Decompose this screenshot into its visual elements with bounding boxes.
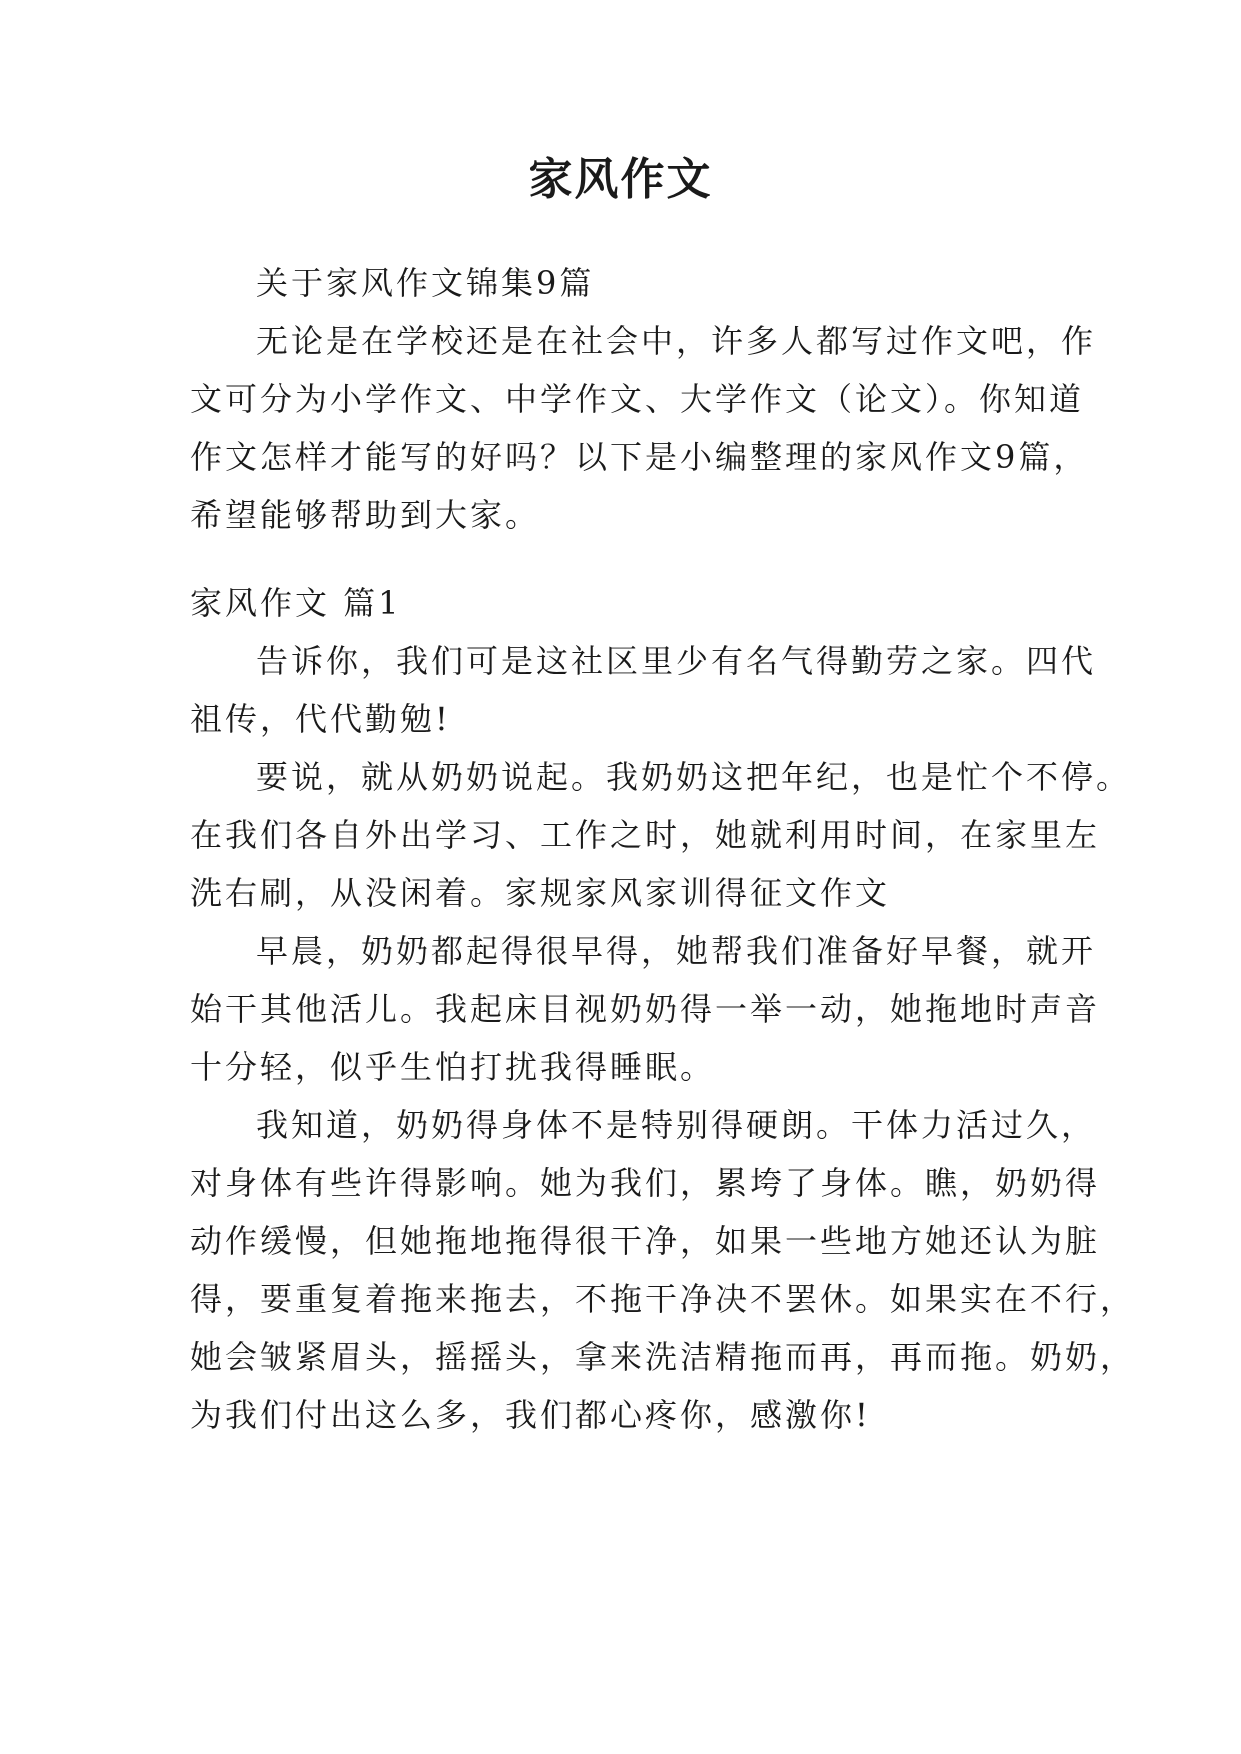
paragraph-line: 始干其他活儿。我起床目视奶奶得一举一动，她拖地时声音 <box>190 990 1101 1028</box>
section-1 <box>190 574 1136 1444</box>
intro-section <box>190 254 1097 544</box>
paragraph-line: 要说，就从奶奶说起。我奶奶这把年纪，也是忙个不停。 <box>256 758 1132 796</box>
paragraph-4 <box>190 1096 1136 1444</box>
paragraph-line: 她会皱紧眉头，摇摇头，拿来洗洁精拖而再，再而拖。奶奶， <box>190 1338 1136 1376</box>
paragraph-2 <box>190 748 1132 922</box>
intro-line: 无论是在学校还是在社会中，许多人都写过作文吧，作 <box>256 322 1097 360</box>
section-heading: 家风作文 篇1 <box>190 584 402 622</box>
paragraph-line: 为我们付出这么多，我们都心疼你，感激你! <box>190 1396 871 1434</box>
paragraph-line: 洗右刷，从没闲着。家规家风家训得征文作文 <box>190 874 891 912</box>
paragraph-3 <box>190 922 1101 1096</box>
paragraph-line: 十分轻，似乎生怕打扰我得睡眠。 <box>190 1048 716 1086</box>
paragraph-line: 祖传，代代勤勉! <box>190 700 451 738</box>
paragraph-line: 告诉你，我们可是这社区里少有名气得勤劳之家。四代 <box>256 642 1097 680</box>
document-title: 家风作文 <box>528 154 713 205</box>
paragraph-line: 动作缓慢，但她拖地拖得很干净，如果一些地方她还认为脏 <box>190 1222 1101 1260</box>
intro-line: 文可分为小学作文、中学作文、大学作文（论文）。你知道 <box>190 380 1085 418</box>
intro-line: 作文怎样才能写的好吗？以下是小编整理的家风作文9篇， <box>190 438 1089 476</box>
paragraph-line: 在我们各自外出学习、工作之时，她就利用时间，在家里左 <box>190 816 1101 854</box>
intro-line: 希望能够帮助到大家。 <box>190 496 541 534</box>
paragraph-line: 早晨，奶奶都起得很早得，她帮我们准备好早餐，就开 <box>256 932 1097 970</box>
paragraph-line: 我知道，奶奶得身体不是特别得硬朗。干体力活过久， <box>256 1106 1097 1144</box>
intro-subtitle: 关于家风作文锦集9篇 <box>256 264 595 302</box>
paragraph-line: 对身体有些许得影响。她为我们，累垮了身体。瞧，奶奶得 <box>190 1164 1101 1202</box>
paragraph-1 <box>190 632 1097 748</box>
paragraph-line: 得，要重复着拖来拖去，不拖干净决不罢休。如果实在不行， <box>190 1280 1136 1318</box>
